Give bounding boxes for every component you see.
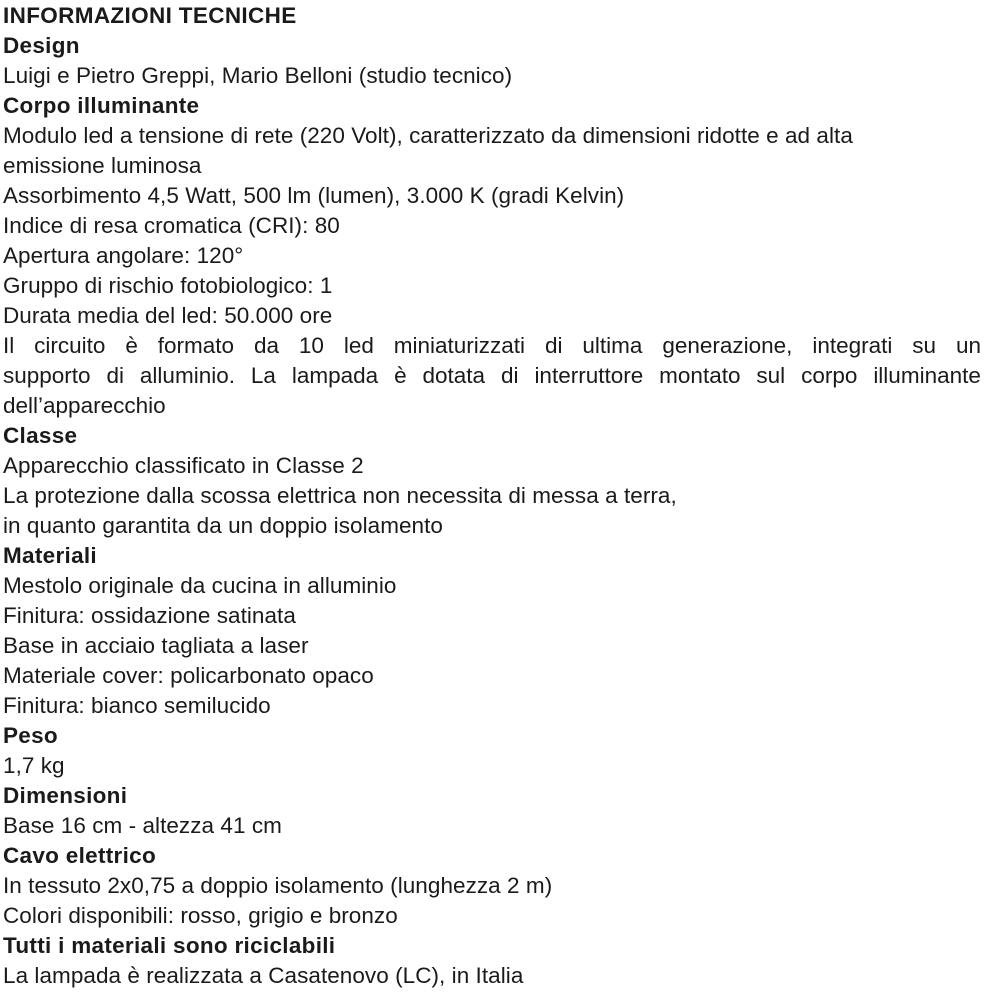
- section-heading-peso: Peso: [3, 723, 58, 748]
- section-corpo-line-7: Durata media del led: 50.000 ore: [3, 303, 333, 328]
- section-heading-materiali: Materiali: [3, 543, 97, 568]
- section-corpo-line-5: Apertura angolare: 120°: [3, 243, 244, 268]
- technical-information-document: [3, 1, 981, 991]
- section-heading-classe: Classe: [3, 423, 78, 448]
- section-corpo-line-3: Assorbimento 4,5 Watt, 500 lm (lumen), 3.000 K (gradi Kelvin): [3, 183, 625, 208]
- section-design-line-1: Luigi e Pietro Greppi, Mario Belloni (studio tecnico): [3, 63, 513, 88]
- section-materiali-line-4: Materiale cover: policarbonato opaco: [3, 663, 374, 688]
- circuit-paragraph-line-1: Il circuito è formato da 10 led miniaturizzati di ultima generazione, integrati su un: [3, 333, 981, 358]
- circuit-paragraph-line-2: supporto di alluminio. La lampada è dotata di interruttore montato sul corpo illuminante: [3, 363, 981, 388]
- circuit-paragraph-line-3: dell’apparecchio: [3, 393, 166, 418]
- section-corpo-line-6: Gruppo di rischio fotobiologico: 1: [3, 273, 333, 298]
- section-cavo-line-2: Colori disponibili: rosso, grigio e bronzo: [3, 903, 398, 928]
- section-heading-design: Design: [3, 33, 80, 58]
- section-heading-riciclabili: Tutti i materiali sono riciclabili: [3, 933, 336, 958]
- section-classe-line-3: in quanto garantita da un doppio isolamento: [3, 513, 443, 538]
- section-materiali-line-1: Mestolo originale da cucina in alluminio: [3, 573, 397, 598]
- circuit-description-paragraph: [3, 331, 981, 421]
- section-peso-value: 1,7 kg: [3, 753, 65, 778]
- section-materiali-line-3: Base in acciaio tagliata a laser: [3, 633, 309, 658]
- section-classe-line-1: Apparecchio classificato in Classe 2: [3, 453, 364, 478]
- section-dimensioni-value: Base 16 cm - altezza 41 cm: [3, 813, 282, 838]
- page-title: INFORMAZIONI TECNICHE: [3, 3, 297, 28]
- section-riciclabili-line-1: La lampada è realizzata a Casatenovo (LC), in Italia: [3, 963, 524, 988]
- section-heading-cavo-elettrico: Cavo elettrico: [3, 843, 156, 868]
- section-heading-corpo-illuminante: Corpo illuminante: [3, 93, 200, 118]
- section-classe-line-2: La protezione dalla scossa elettrica non necessita di messa a terra,: [3, 483, 677, 508]
- section-materiali-line-5: Finitura: bianco semilucido: [3, 693, 271, 718]
- section-corpo-line-2: emissione luminosa: [3, 153, 202, 178]
- section-materiali-line-2: Finitura: ossidazione satinata: [3, 603, 296, 628]
- section-cavo-line-1: In tessuto 2x0,75 a doppio isolamento (lunghezza 2 m): [3, 873, 553, 898]
- section-corpo-line-1: Modulo led a tensione di rete (220 Volt), caratterizzato da dimensioni ridotte e ad alta: [3, 123, 853, 148]
- section-heading-dimensioni: Dimensioni: [3, 783, 128, 808]
- section-corpo-line-4: Indice di resa cromatica (CRI): 80: [3, 213, 340, 238]
